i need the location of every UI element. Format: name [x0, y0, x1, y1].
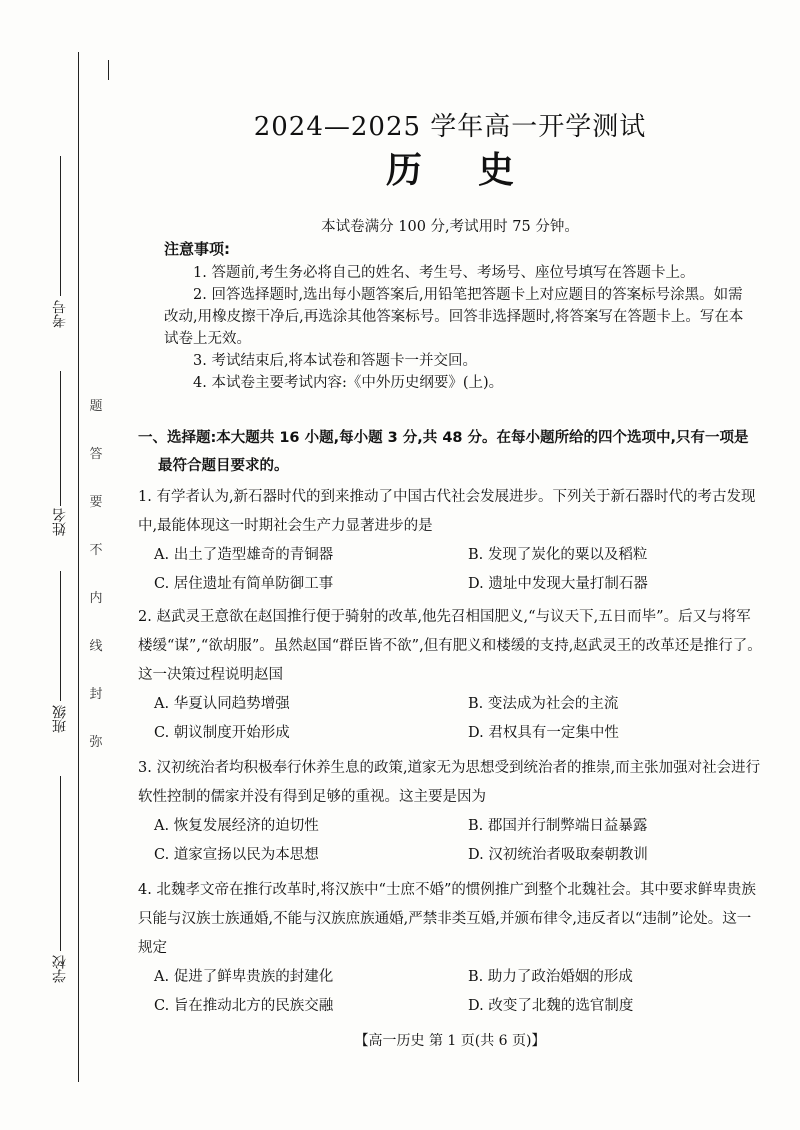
- school-blank: [40, 770, 80, 951]
- subject-char: 史: [478, 150, 515, 191]
- option-d[interactable]: D. 君权具有一定集中性: [468, 725, 619, 741]
- option-a[interactable]: A. 促进了鲜卑贵族的封建化: [154, 969, 334, 985]
- class-label: 班级: [52, 705, 68, 733]
- school-underline: [60, 776, 61, 951]
- question-stem: 4. 北魏孝文帝在推行改革时,将汉族中“士庶不婚”的惯例推广到整个北魏社会。其中要求鲜卑贵族只能与汉族士族通婚,不能与汉族庶族通婚,严禁非类互婚,并颁布律令,违反者以“违制”论处。这一规定: [138, 882, 756, 956]
- seal-char: 不: [89, 543, 103, 558]
- notice-item: 4. 本试卷主要考试内容:《中外历史纲要》(上)。: [193, 375, 504, 391]
- class-underline: [60, 571, 61, 701]
- notice-item: 1. 答题前,考生务必将自己的姓名、考生号、考场号、座位号填写在答题卡上。: [193, 265, 695, 281]
- class-blank: [40, 565, 80, 701]
- page-footer: 【高一历史 第 1 页(共 6 页)】: [354, 1033, 546, 1049]
- option-c[interactable]: C. 旨在推动北方的民族交融: [154, 998, 334, 1014]
- question-2: [138, 603, 762, 748]
- question-stem: 2. 赵武灵王意欲在赵国推行便于骑射的改革,他先召相国肥义,“与议天下,五日而毕”。后又与将军楼缓“谋”,“欲胡服”。虽然赵国“群臣皆不欲”,但有肥义和楼缓的支持,赵武灵王的改革还是推行了。这一决策过程说明赵国: [138, 609, 762, 683]
- binding-line-inner: [108, 60, 109, 80]
- question-stem: 1. 有学者认为,新石器时代的到来推动了中国古代社会发展进步。下列关于新石器时代的考古发现中,最能体现这一时期社会生产力显著进步的是: [138, 489, 756, 534]
- seal-char: 要: [89, 495, 103, 510]
- seal-char: 封: [89, 687, 103, 702]
- notice-list: [164, 262, 744, 394]
- section-heading-line2: 最符合题目要求的。: [158, 458, 289, 474]
- option-a[interactable]: A. 华夏认同趋势增强: [154, 696, 290, 712]
- option-a[interactable]: A. 恢复发展经济的迫切性: [154, 818, 319, 834]
- notice-item: 3. 考试结束后,将本试卷和答题卡一并交回。: [193, 353, 478, 369]
- question-3: [138, 754, 762, 870]
- name-underline: [60, 371, 61, 506]
- question-options: [138, 963, 762, 1021]
- subject-char: 历: [385, 150, 422, 191]
- seal-char: 内: [89, 591, 103, 606]
- class-field: [40, 705, 80, 733]
- option-c[interactable]: C. 朝议制度开始形成: [154, 725, 290, 741]
- school-label: 学校: [52, 955, 68, 983]
- school-field: [40, 955, 80, 983]
- seal-char: 弥: [89, 735, 103, 750]
- notice-item: 2. 回答选择题时,选出每小题答案后,用铅笔把答题卡上对应题目的答案标号涂黑。如需改动,用橡皮擦干净后,再选涂其他答案标号。回答非选择题时,将答案写在答题卡上。写在本试卷上无效。: [164, 287, 744, 347]
- section-heading-line1: 一、选择题:本大题共 16 小题,每小题 3 分,共 48 分。在每小题所给的四个选项中,只有一项是: [138, 430, 749, 446]
- option-b[interactable]: B. 变法成为社会的主流: [468, 696, 619, 712]
- exam-title: 2024—2025 学年高一开学测试: [253, 112, 647, 142]
- option-d[interactable]: D. 汉初统治者吸取秦朝教训: [468, 847, 648, 863]
- seal-char: 答: [89, 447, 103, 462]
- binding-margin: [0, 0, 120, 1130]
- notice-title: 注意事项:: [164, 240, 230, 258]
- option-d[interactable]: D. 遗址中发现大量打制石器: [468, 576, 648, 592]
- seal-char: 题: [89, 399, 103, 414]
- name-field: [40, 508, 80, 536]
- seal-warning: [86, 395, 106, 750]
- exam-no-blank: [40, 150, 80, 296]
- exam-no-underline: [60, 156, 61, 296]
- question-options: [138, 690, 762, 748]
- question-options: [138, 541, 762, 599]
- option-b[interactable]: B. 郡国并行制弊端日益暴露: [468, 818, 648, 834]
- name-blank: [40, 365, 80, 506]
- question-4: [138, 876, 762, 1021]
- option-c[interactable]: C. 居住遗址有简单防御工事: [154, 576, 334, 592]
- option-d[interactable]: D. 改变了北魏的选官制度: [468, 998, 634, 1014]
- option-b[interactable]: B. 助力了政治婚姻的形成: [468, 969, 633, 985]
- option-c[interactable]: C. 道家宣扬以民为本思想: [154, 847, 319, 863]
- question-options: [138, 812, 762, 870]
- exam-meta: 本试卷满分 100 分,考试用时 75 分钟。: [321, 219, 579, 235]
- question-1: [138, 483, 762, 599]
- option-b[interactable]: B. 发现了炭化的粟以及稻粒: [468, 547, 648, 563]
- section-heading: [138, 424, 762, 480]
- question-stem: 3. 汉初统治者均积极奉行休养生息的政策,道家无为思想受到统治者的推崇,而主张加强对社会进行软性控制的儒家并没有得到足够的重视。这主要是因为: [138, 760, 761, 805]
- option-a[interactable]: A. 出土了造型雄奇的青铜器: [154, 547, 334, 563]
- exam-no-label: 考号: [52, 300, 68, 328]
- name-label: 姓名: [52, 508, 68, 536]
- seal-char: 线: [89, 639, 103, 654]
- subject-title: [138, 142, 762, 193]
- exam-no-field: [40, 300, 80, 328]
